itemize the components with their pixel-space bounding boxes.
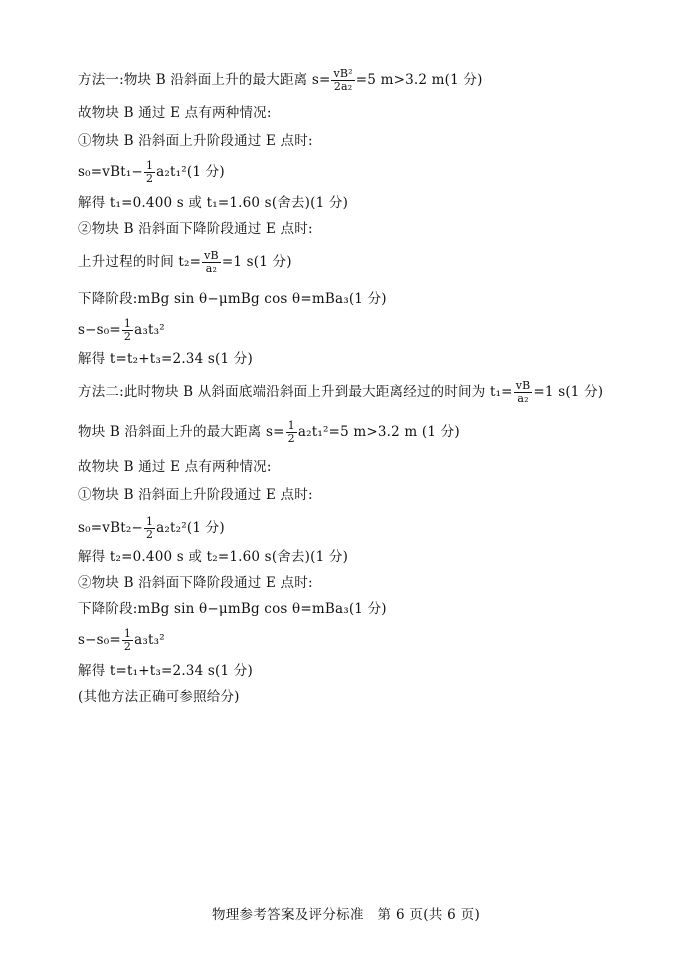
page-footer: 物理参考答案及评分标准 第 6 页(共 6 页) [211,907,481,923]
line-text: 故物块 B 通过 E 点有两种情况: [78,459,272,475]
line-text: 上升过程的时间 t₂= [78,254,202,270]
text-line [78,250,292,275]
fraction [122,318,133,343]
fraction [286,420,297,445]
line-text-after: a₃t₃² [134,632,165,648]
line-text: s−s₀= [78,322,121,338]
line-text-after: a₂t₁²=5 m>3.2 m (1 分) [297,424,460,440]
text-line [78,458,272,476]
fraction [144,516,155,541]
text-line [78,318,165,343]
line-text: ①物块 B 沿斜面上升阶段通过 E 点时: [78,133,313,149]
line-text: 下降阶段:mBg sin θ−μmBg cos θ=mBa₃(1 分) [78,601,387,617]
line-text: 解得 t₂=0.400 s 或 t₂=1.60 s(舍去)(1 分) [78,549,349,565]
text-line [78,548,348,566]
text-line [78,220,313,238]
text-line [78,574,313,592]
text-line [78,600,387,618]
fraction [144,160,155,185]
line-text-after: a₂t₁²(1 分) [156,164,225,180]
fraction [122,628,133,653]
line-text: ②物块 B 沿斜面下降阶段通过 E 点时: [78,575,313,591]
text-line [78,688,240,706]
fraction-denominator: 2 [145,172,154,185]
fraction-denominator: 2 [123,640,132,653]
fraction-numerator: vB² [333,67,353,80]
text-line [78,194,348,212]
line-text-after: =5 m>3.2 m(1 分) [355,72,483,88]
line-text: ①物块 B 沿斜面上升阶段通过 E 点时: [78,487,313,503]
text-line [78,350,253,368]
line-text: 解得 t=t₁+t₃=2.34 s(1 分) [78,663,253,679]
line-text: s₀=vBt₁− [78,164,143,180]
line-text: 下降阶段:mBg sin θ−μmBg cos θ=mBa₃(1 分) [78,291,387,307]
fraction-numerator: 1 [145,515,154,528]
text-line [78,486,313,504]
line-text: s−s₀= [78,632,121,648]
text-line [78,290,387,308]
line-text: 方法二:此时物块 B 从斜面底端沿斜面上升到最大距离经过的时间为 t₁= [78,384,513,400]
line-text: 物块 B 沿斜面上升的最大距离 s= [78,424,285,440]
fraction [331,68,354,93]
text-line [78,420,460,445]
fraction-numerator: vB [204,249,219,262]
line-text-after: =1 s(1 分) [533,384,604,400]
line-text-after: =1 s(1 分) [221,254,292,270]
text-line [78,516,225,541]
text-line [78,628,165,653]
fraction-numerator: 1 [123,317,132,330]
fraction [514,380,533,405]
line-text: 故物块 B 通过 E 点有两种情况: [78,105,272,121]
fraction-numerator: 1 [287,419,295,432]
line-text-after: a₂t₂²(1 分) [156,520,225,536]
line-text: (其他方法正确可参照给分) [78,689,240,705]
line-text: 解得 t₁=0.400 s 或 t₁=1.60 s(舍去)(1 分) [78,195,349,211]
text-line [78,132,313,150]
fraction-denominator: a₂ [202,262,221,275]
text-line [78,380,603,405]
line-text: 解得 t=t₂+t₃=2.34 s(1 分) [78,351,253,367]
fraction-denominator: 2 [123,330,132,343]
text-line [78,160,225,185]
fraction [202,250,221,275]
fraction-numerator: 1 [123,627,132,640]
fraction-numerator: 1 [145,159,154,172]
text-line [78,662,253,680]
line-text-after: a₃t₃² [134,322,165,338]
fraction-denominator: 2 [145,528,154,541]
fraction-numerator: vB [515,379,531,392]
text-line [78,104,272,122]
text-line [78,68,483,93]
fraction-denominator: 2 [287,432,295,445]
line-text: 方法一:物块 B 沿斜面上升的最大距离 s= [78,72,331,88]
fraction-denominator: 2a₂ [331,80,354,93]
fraction-denominator: a₂ [514,392,533,405]
line-text: ②物块 B 沿斜面下降阶段通过 E 点时: [78,221,313,237]
line-text: s₀=vBt₂− [78,520,143,536]
